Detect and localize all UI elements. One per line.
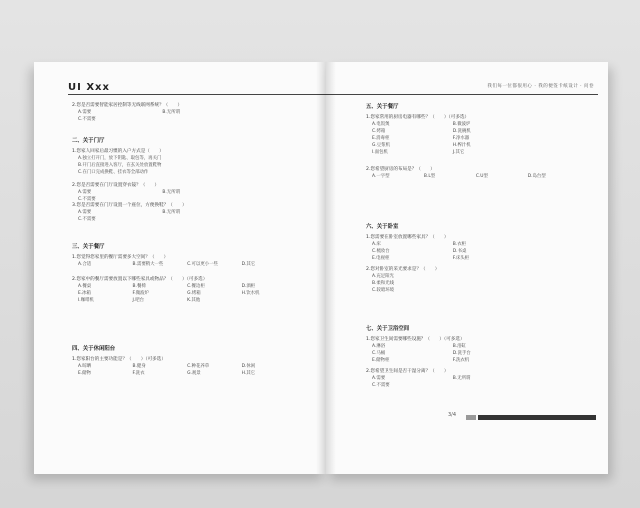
- question-block: [72, 276, 326, 304]
- section-title: 七、关于卫浴空间: [366, 326, 410, 332]
- section-title: 六、关于卧室: [366, 224, 399, 230]
- option-k[interactable]: K.其他: [187, 298, 201, 303]
- question-text: 2.您家中的餐厅需要放置以下哪些家具或物品？（ ）（可多选）: [72, 277, 208, 282]
- option-d[interactable]: D.其它: [241, 262, 256, 267]
- option-c[interactable]: C.烤箱: [372, 129, 386, 134]
- option-list: [72, 189, 326, 203]
- option-d[interactable]: D.酒柜: [241, 284, 256, 289]
- right-page: [326, 62, 608, 474]
- option-b[interactable]: B.浴缸: [452, 344, 466, 349]
- question-text: 2.您是否需要在门厅设置穿衣镜？（ ）: [72, 183, 160, 188]
- option-b[interactable]: B.柔和光线: [372, 281, 394, 286]
- option-c[interactable]: C.不需要: [78, 217, 96, 222]
- option-list: [72, 209, 326, 223]
- header-rule: [326, 94, 598, 95]
- question-block: [72, 102, 326, 123]
- question-block: [366, 234, 608, 262]
- option-b[interactable]: B.无所谓: [162, 210, 180, 215]
- option-list: [366, 121, 608, 156]
- option-c[interactable]: C.梳妆台: [372, 249, 390, 254]
- option-c[interactable]: C.不需要: [78, 197, 96, 202]
- option-h[interactable]: H.其它: [241, 371, 256, 376]
- option-c[interactable]: C.不需要: [78, 117, 96, 122]
- option-b[interactable]: B.无所谓: [162, 110, 180, 115]
- option-a[interactable]: A.床: [372, 242, 381, 247]
- option-c[interactable]: C.马桶: [372, 351, 386, 356]
- option-list: [366, 375, 608, 389]
- option-b[interactable]: B.健身: [132, 364, 146, 369]
- section-title: 五、关于餐厅: [366, 104, 399, 110]
- option-list: [72, 363, 326, 377]
- question-block: [366, 368, 608, 389]
- section-title: 三、关于餐厅: [72, 244, 105, 250]
- question-text: 2.您是否需要智能家居控制等无线联网系统？（ ）: [72, 103, 183, 108]
- question-text: 2.您对卧室的采光要求是？（ ）: [366, 267, 440, 272]
- question-text: 1.您家阳台的主要功能是？（ ）（可多选）: [72, 357, 166, 362]
- option-e[interactable]: E.消毒柜: [372, 136, 390, 141]
- option-g[interactable]: G.豆浆机: [372, 143, 390, 148]
- question-block: [366, 336, 608, 364]
- question-block: [72, 356, 326, 377]
- option-list: [72, 155, 326, 176]
- option-a[interactable]: A.需要: [372, 376, 386, 381]
- option-a[interactable]: A.淋浴: [372, 344, 386, 349]
- option-list: [366, 173, 608, 180]
- option-g[interactable]: G.观景: [187, 371, 201, 376]
- option-b[interactable]: B.微波炉: [452, 122, 471, 127]
- option-j[interactable]: J.吧台: [132, 298, 145, 303]
- option-a[interactable]: A.充足阳光: [372, 274, 394, 279]
- option-a[interactable]: A.晾晒: [78, 364, 92, 369]
- option-i[interactable]: I.面包机: [372, 150, 388, 155]
- option-f[interactable]: F.微波炉: [132, 291, 149, 296]
- header-rule: [68, 94, 326, 95]
- option-list: [366, 241, 608, 262]
- option-c[interactable]: C.U型: [475, 174, 488, 179]
- option-f[interactable]: F.洗衣: [132, 371, 145, 376]
- footer-bar-accent: [466, 415, 476, 420]
- option-a[interactable]: A.合适: [78, 262, 92, 267]
- question-block: [72, 202, 326, 223]
- option-c[interactable]: C.不需要: [372, 383, 390, 388]
- question-block: [366, 114, 608, 156]
- brand-logo: UI Xxx: [68, 82, 110, 93]
- option-c[interactable]: C.较暗环境: [372, 288, 395, 293]
- option-e[interactable]: E.储物柜: [372, 358, 390, 363]
- question-block: [366, 266, 608, 294]
- option-a[interactable]: A.需要: [78, 110, 92, 115]
- option-d[interactable]: D.洗碗机: [452, 129, 471, 134]
- option-j[interactable]: J.其它: [452, 150, 465, 155]
- option-d[interactable]: D.书桌: [452, 249, 467, 254]
- question-text: 1.您家常用的厨房电器有哪些？（ ）（可多选）: [366, 115, 470, 120]
- option-list: [72, 109, 326, 123]
- option-a[interactable]: A.餐桌: [78, 284, 92, 289]
- option-g[interactable]: G.烤箱: [187, 291, 201, 296]
- option-e[interactable]: E.冰箱: [78, 291, 91, 296]
- option-list: [72, 261, 326, 268]
- question-text: 1.您家卫生间需要哪些设施？（ ）（可多选）: [366, 337, 465, 342]
- option-d[interactable]: D.休闲: [241, 364, 256, 369]
- option-b[interactable]: B.L型: [423, 174, 436, 179]
- option-b[interactable]: B.餐椅: [132, 284, 146, 289]
- option-d[interactable]: D.岛台型: [527, 174, 546, 179]
- option-b[interactable]: B.无所谓: [452, 376, 471, 381]
- option-f[interactable]: F.洗衣机: [452, 358, 470, 363]
- option-a[interactable]: A.需要: [78, 210, 92, 215]
- option-f[interactable]: F.床头柜: [452, 256, 470, 261]
- option-c[interactable]: C.种花养草: [187, 364, 210, 369]
- option-c[interactable]: C.在门口完成换鞋、挂衣等全部动作: [78, 170, 149, 175]
- option-h[interactable]: H.榨汁机: [452, 143, 471, 148]
- option-f[interactable]: F.净水器: [452, 136, 470, 141]
- question-block: [72, 148, 326, 176]
- question-text: 2.您希望卫生间是否干湿分离？（ ）: [366, 369, 449, 374]
- left-page: [34, 62, 326, 474]
- question-text: 1.您觉得您家里的餐厅需要多大空间？（ ）: [72, 255, 169, 260]
- option-i[interactable]: I.咖啡机: [78, 298, 94, 303]
- question-text: 1.您需要在卧室放置哪些家具？（ ）: [366, 235, 449, 240]
- option-e[interactable]: E.电视柜: [372, 256, 390, 261]
- option-list: [366, 343, 608, 364]
- option-list: [72, 283, 326, 304]
- option-b[interactable]: B.无所谓: [162, 190, 180, 195]
- option-a[interactable]: A.需要: [78, 190, 92, 195]
- option-a[interactable]: A.一字型: [372, 174, 390, 179]
- option-a[interactable]: A.电饭煲: [372, 122, 390, 127]
- page-number: 3/4: [448, 412, 457, 418]
- running-header: 我们每一位都很用心 · 我的便签卡纸设计 · 问卷: [487, 84, 594, 89]
- option-d[interactable]: D.洗手台: [452, 351, 471, 356]
- option-b[interactable]: B.需要稍大一些: [132, 262, 164, 267]
- section-title: 四、关于休闲阳台: [72, 346, 116, 352]
- question-block: [72, 182, 326, 203]
- option-b[interactable]: B.衣柜: [452, 242, 466, 247]
- option-a[interactable]: A.独立打开门，放下钥匙、取包等，再关门: [78, 156, 162, 161]
- option-c[interactable]: C.餐边柜: [187, 284, 205, 289]
- question-block: [72, 254, 326, 268]
- option-h[interactable]: H.饮水机: [241, 291, 260, 296]
- option-e[interactable]: E.储物: [78, 371, 91, 376]
- question-block: [366, 166, 608, 180]
- question-text: 1.您家人回家后最习惯的入户方式是（ ）: [72, 149, 164, 154]
- question-text: 2.您希望厨房的布局是？（ ）: [366, 167, 435, 172]
- footer-bar: [478, 415, 596, 420]
- option-list: [366, 273, 608, 294]
- section-title: 二、关于门厅: [72, 138, 105, 144]
- option-c[interactable]: C.可以更小一些: [187, 262, 218, 267]
- option-b[interactable]: B.开门后直接进入客厅，在玄关处放置鞋物: [78, 163, 162, 168]
- question-text: 3.您是否需要在门厅设置一个座位，方便换鞋？（ ）: [72, 203, 187, 208]
